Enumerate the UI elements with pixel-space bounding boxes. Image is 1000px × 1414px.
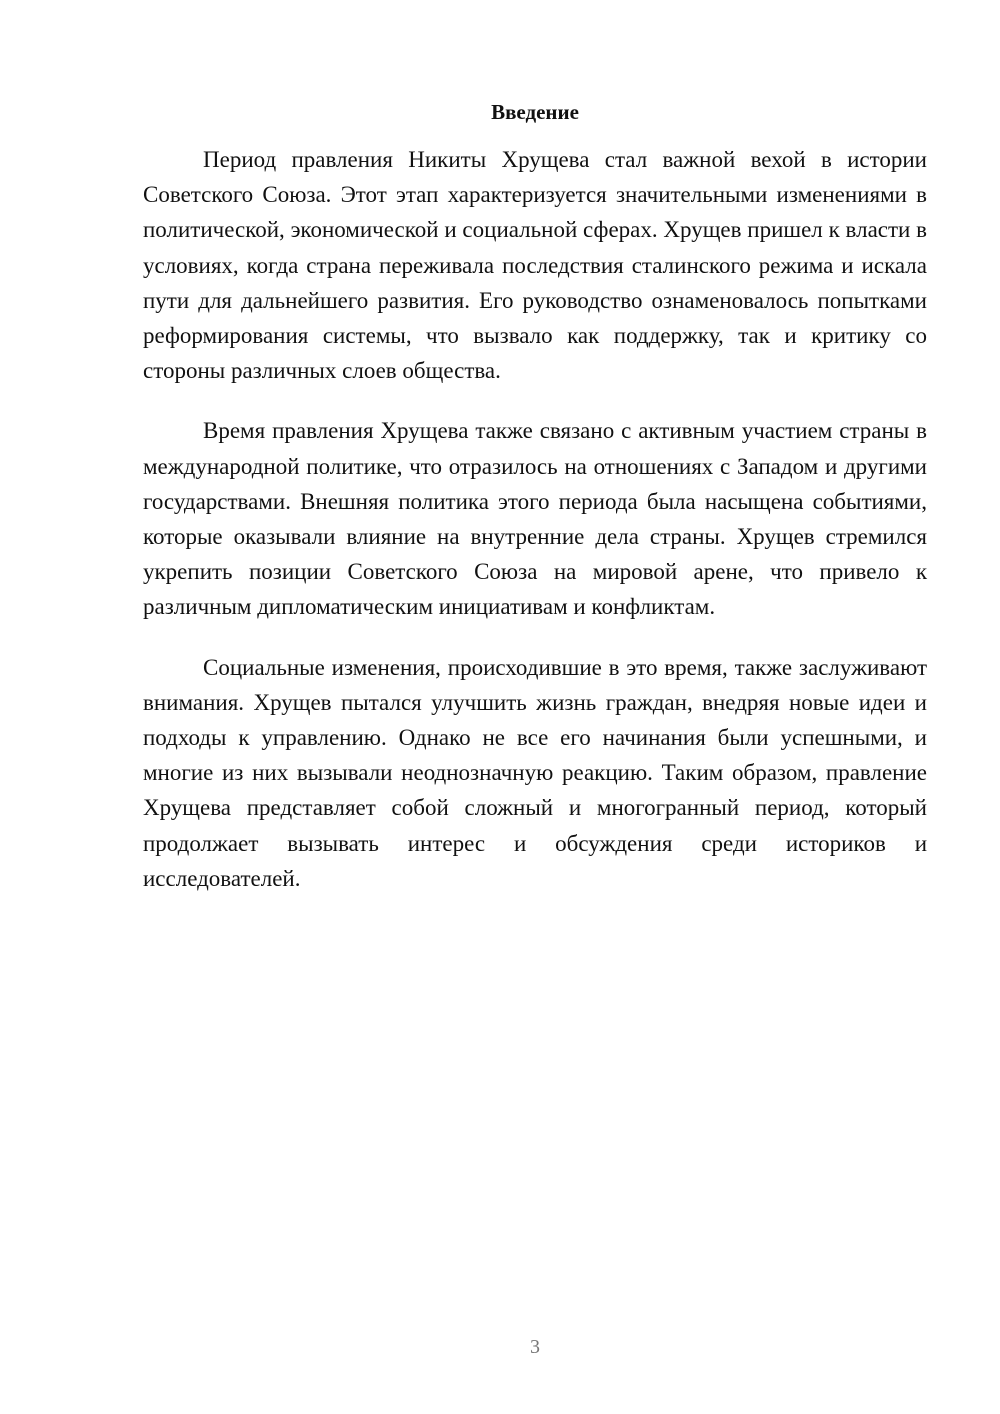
page-number: 3 bbox=[530, 1336, 540, 1358]
paragraph-3: Социальные изменения, происходившие в это время, также заслуживают внимания. Хрущев пытался улучшить жизнь граждан, внедряя новые идеи и подходы к управлению. Однако не все его начинания были успешными, и многие из них вызывали неоднозначную реакцию. Таким образом, правление Хрущева представляет собой сложный и многогранный период, который продолжает вызывать интерес и обсуждения среди историков и исследователей. bbox=[143, 654, 927, 891]
paragraph-2: Время правления Хрущева также связано с активным участием страны в международной политике, что отразилось на отношениях с Западом и другими государствами. Внешняя политика этого периода была насыщена событиями, которые оказывали влияние на внутренние дела страны. Хрущев стремился укрепить позиции Советского Союза на мировой арене, что привело к различным дипломатическим инициативам и конфликтам. bbox=[143, 418, 927, 620]
section-heading: Введение bbox=[491, 100, 579, 124]
paragraph-1: Период правления Никиты Хрущева стал важной вехой в истории Советского Союза. Этот этап характеризуется значительными изменениями в политической, экономической и социальной сферах. Хрущев пришел к власти в условиях, когда страна переживала последствия сталинского режима и искала пути для дальнейшего развития. Его руководство ознаменовалось попытками реформирования системы, что вызвало как поддержку, так и критику со стороны различных слоев общества. bbox=[143, 147, 927, 384]
body-text bbox=[143, 142, 927, 921]
